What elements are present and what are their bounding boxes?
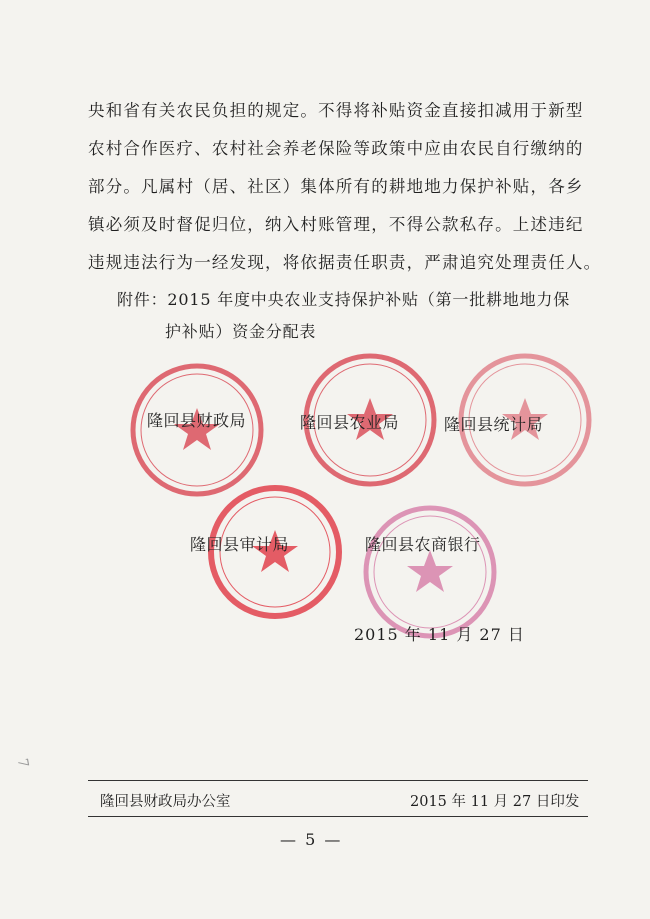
attachment-line-1: 附件：2015 年度中央农业支持保护补贴（第一批耕地地力保	[117, 290, 571, 309]
footer-office: 隆回县财政局办公室	[100, 794, 231, 810]
body-paragraph	[88, 92, 602, 282]
page-number: — 5 —	[280, 830, 343, 849]
footer-bottom-rule	[88, 816, 588, 817]
body-line: 部分。凡属村（居、社区）集体所有的耕地地力保护补贴，各乡	[88, 177, 584, 196]
signatory-statistics: 隆回县统计局	[444, 415, 544, 434]
footer-top-rule	[88, 780, 588, 781]
footer-print-date: 2015 年 11 月 27 日印发	[410, 794, 580, 810]
body-line: 违规违法行为一经发现，将依据责任职责，严肃追究处理责任人。	[88, 253, 602, 272]
rural-bank-seal	[360, 502, 500, 642]
issue-date: 2015 年 11 月 27 日	[354, 625, 525, 644]
body-line: 央和省有关农民负担的规定。不得将补贴资金直接扣减用于新型	[88, 101, 584, 120]
body-line: 镇必须及时督促归位，纳入村账管理，不得公款私存。上述违纪	[88, 215, 584, 234]
signatory-agriculture: 隆回县农业局	[300, 413, 400, 432]
signatory-bank: 隆回县农商银行	[365, 535, 481, 554]
attachment-line-2: 护补贴）资金分配表	[165, 322, 317, 341]
body-line: 农村合作医疗、农村社会养老保险等政策中应由农民自行缴纳的	[88, 139, 584, 158]
signatory-finance: 隆回县财政局	[147, 411, 247, 430]
attachment-note	[117, 284, 570, 348]
signatory-audit: 隆回县审计局	[190, 535, 290, 554]
margin-mark: 7	[13, 757, 32, 769]
